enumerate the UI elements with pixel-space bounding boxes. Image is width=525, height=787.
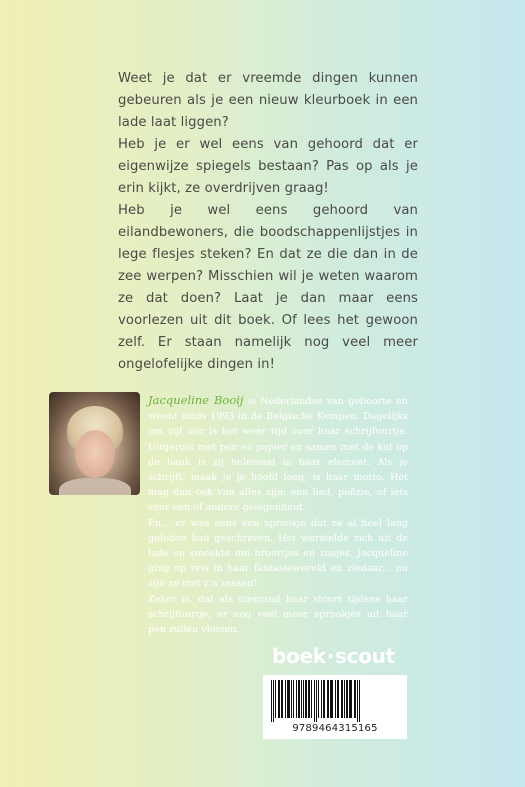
barcode [263, 675, 407, 739]
barcode-bars [269, 680, 401, 722]
barcode-bar [303, 680, 304, 718]
blurb-paragraph-2: Heb je er wel eens van gehoord dat er eigenwijze spiegels bestaan? Pas op als je erin kijkt, ze overdrijven graag! [118, 137, 418, 196]
blurb-paragraph-1: Weet je dat er vreemde dingen kunnen gebeuren als je een nieuw kleurboek in een lade laat liggen? [118, 71, 418, 130]
barcode-bar [298, 680, 300, 718]
bio-paragraph-3: Zeker is, dat als niemand haar stoort tijdens haar schrijfuurtje, er nog veel meer sprookjes uit haar pen zullen vloeien. [148, 593, 408, 636]
barcode-bar [316, 680, 317, 722]
barcode-bar [335, 680, 336, 718]
bio-paragraph-1 [148, 393, 408, 516]
barcode-bar [344, 680, 345, 718]
blurb-text [118, 68, 418, 376]
author-photo-shirt [59, 478, 131, 495]
barcode-bar [278, 680, 280, 718]
barcode-bar [296, 680, 297, 718]
publisher-logo [272, 644, 395, 668]
barcode-bar [354, 680, 356, 718]
barcode-bar [273, 680, 274, 722]
barcode-bar [327, 680, 329, 718]
author-photo-face [75, 430, 115, 478]
barcode-bar [287, 680, 290, 718]
barcode-bar [330, 680, 333, 718]
publisher-logo-right: scout [335, 644, 395, 668]
barcode-bar [359, 680, 360, 722]
barcode-bar [349, 680, 352, 718]
barcode-bar [321, 680, 322, 718]
barcode-bar [281, 680, 283, 718]
bio-paragraph-1-text: is Nederlandse van geboorte en woont sinds 1993 in de Belgische Kempen. Dagelijks om vijf uur is het weer tijd voor haar schrijfuurtje. Uitgerust met pen en papier en samen met de kat op de bank is zij helemaal in haar element. Als je schrijft, maak je je hoofd leeg, is haar motto. Het mag dan ook van alles zijn: een lied, poëzie, of iets voor een of andere gelegenheid. [148, 396, 408, 514]
author-bio [148, 393, 408, 637]
bio-paragraph-2: En... er was eens een sprookje dat ze al heel lang geleden had geschreven. Het worstelde zich uit de lade en smeekte om broertjes en zusjes. Jacqueline ging op reis in haar fantasiewereld en ziedaar... nu zijn ze met z'n zessen! [148, 517, 408, 590]
isbn-number: 9789464315165 [292, 723, 378, 734]
barcode-bar [305, 680, 307, 718]
barcode-bar [357, 680, 358, 722]
barcode-bar [341, 680, 343, 718]
publisher-logo-separator: · [326, 644, 335, 668]
barcode-bar [275, 680, 276, 718]
barcode-bar [293, 680, 294, 718]
blurb-paragraph-3: Heb je wel eens gehoord van eilandbewoners, die boodschappenlijstjes in lege flesjes steken? En dat ze die dan in de zee werpen? Misschien wil je weten waarom ze dat doen? Laat je dan maar eens voorlezen uit dit boek. Of lees het gewoon zelf. Er staan namelijk nog veel meer ongelofelijke dingen in! [118, 203, 418, 372]
barcode-bar [291, 680, 292, 718]
barcode-bar [311, 680, 312, 718]
barcode-bar [318, 680, 319, 718]
author-photo [49, 392, 140, 495]
publisher-logo-left: boek [272, 644, 326, 668]
barcode-bar [337, 680, 339, 718]
barcode-bar [346, 680, 348, 718]
barcode-bar [314, 680, 315, 722]
barcode-bar [323, 680, 325, 718]
barcode-bar [285, 680, 286, 718]
author-name: Jacqueline Booij [148, 393, 244, 407]
barcode-bar [301, 680, 302, 718]
barcode-bar [271, 680, 272, 722]
barcode-bar [308, 680, 310, 718]
